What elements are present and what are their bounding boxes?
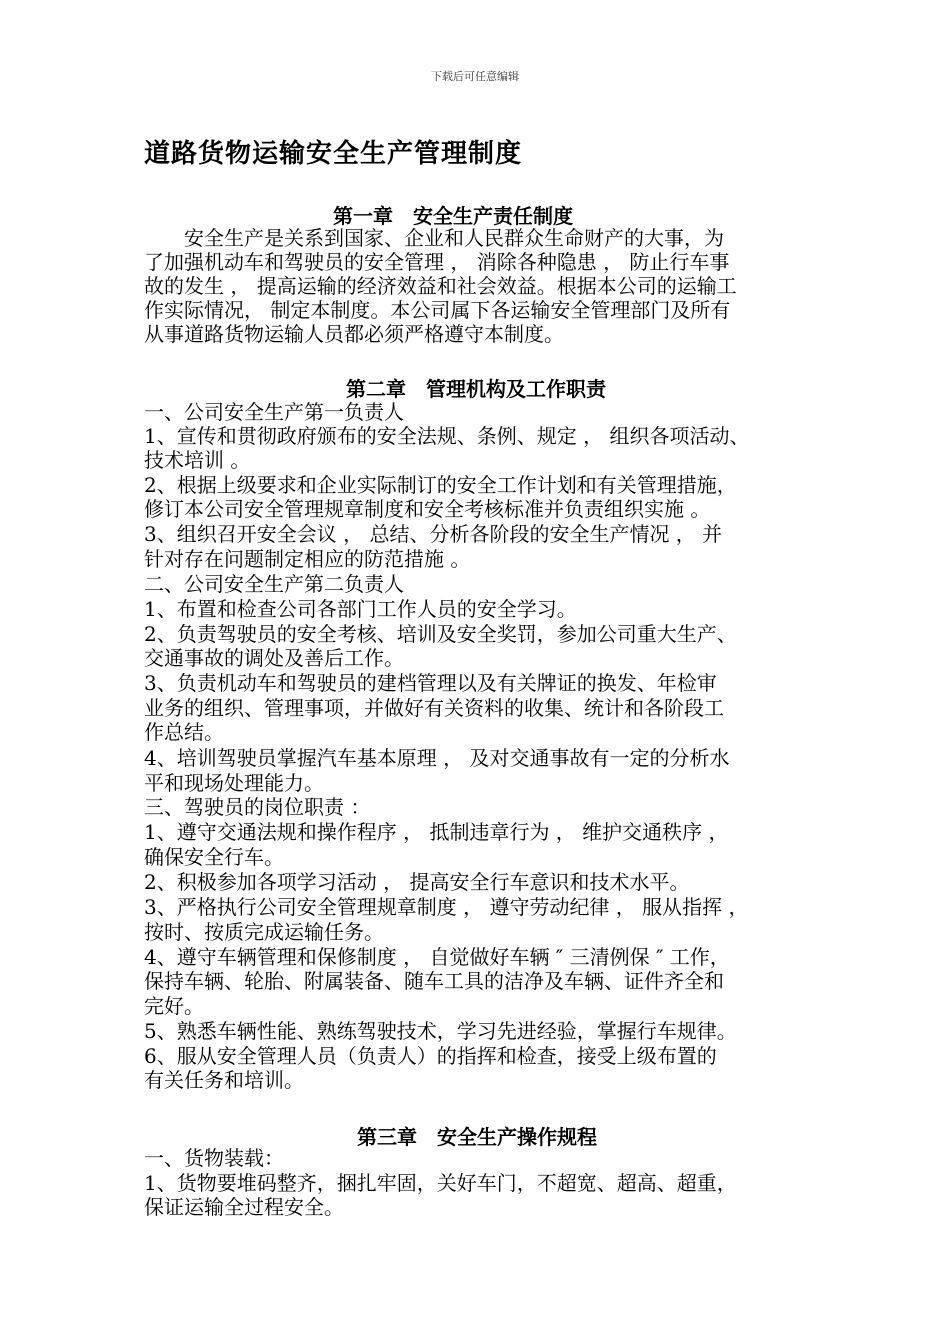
- list-item: 作总结。: [144, 720, 224, 744]
- section-heading: 一、货物装载：: [144, 1146, 284, 1170]
- list-item: 3、负责机动车和驾驶员的建档管理以及有关牌证的换发、年检审: [144, 671, 717, 695]
- list-item: 保证运输全过程安全。: [144, 1195, 344, 1219]
- list-item: 1、遵守交通法规和操作程序 ， 抵制违章行为 ， 维护交通秩序 ，: [144, 820, 729, 844]
- list-item: 针对存在问题制定相应的防范措施 。: [144, 547, 471, 571]
- paragraph-line: 故的发生 ， 提高运输的经济效益和社会效益。根据本公司的运输工: [144, 274, 737, 298]
- list-item: 1、货物要堆码整齐，捆扎牢固，关好车门，不超宽、超高、超重，: [144, 1171, 737, 1195]
- section-heading: 一、公司安全生产第一负责人: [144, 400, 404, 424]
- list-item: 3、严格执行公司安全管理规章制度 ， 遵守劳动纪律 ， 服从指挥 ，: [144, 895, 749, 919]
- list-item: 确保安全行车。: [144, 845, 284, 869]
- list-item: 技术培训 。: [144, 448, 251, 472]
- list-item: 保持车辆、轮胎、附属装备、随车工具的洁净及车辆、证件齐全和: [144, 969, 724, 993]
- chapter-2-heading: 第二章 管理机构及工作职责: [346, 377, 606, 401]
- list-item: 4、培训驾驶员掌握汽车基本原理 ， 及对交通事故有一定的分析水: [144, 746, 730, 770]
- section-heading: 二、公司安全生产第二负责人: [144, 572, 404, 596]
- list-item: 完好。: [144, 994, 204, 1018]
- list-item: 5、熟悉车辆性能、熟练驾驶技术，学习先进经验，掌握行车规律。: [144, 1019, 737, 1043]
- list-item: 3、组织召开安全会议 ， 总结、分析各阶段的安全生产情况 ， 并: [144, 522, 723, 546]
- paragraph-line: 从事道路货物运输人员都必须严格遵守本制度。: [144, 322, 564, 346]
- chapter-1-heading: 第一章 安全生产责任制度: [333, 204, 573, 228]
- document-title: 道路货物运输安全生产管理制度: [144, 139, 523, 169]
- list-item: 修订本公司安全管理规章制度和安全考核标准并负责组织实施 。: [144, 497, 711, 521]
- list-item: 平和现场处理能力。: [144, 771, 324, 795]
- list-item: 交通事故的调处及善后工作。: [144, 646, 404, 670]
- list-item: 2、根据上级要求和企业实际制订的安全工作计划和有关管理措施，: [144, 473, 737, 497]
- list-item: 2、积极参加各项学习活动 ， 提高安全行车意识和技术水平。: [144, 870, 690, 894]
- list-item: 4、遵守车辆管理和保修制度 ， 自觉做好车辆 ″ 三清例保 ″ 工作，: [144, 945, 730, 969]
- list-item: 1、宣传和贯彻政府颁布的安全法规、条例、规定 ， 组织各项活动、: [144, 424, 750, 448]
- list-item: 2、负责驾驶员的安全考核、培训及安全奖罚，参加公司重大生产、: [144, 622, 737, 646]
- header-note: 下载后可任意编辑: [431, 70, 519, 83]
- paragraph-line: 作实际情况， 制定本制度。本公司属下各运输安全管理部门及所有: [144, 298, 731, 322]
- list-item: 按时、按质完成运输任务。: [144, 920, 384, 944]
- paragraph-line: 安全生产是关系到国家、企业和人民群众生命财产的大事，为: [144, 226, 724, 250]
- list-item: 1、布置和检查公司各部门工作人员的安全学习。: [144, 597, 577, 621]
- chapter-3-heading: 第三章 安全生产操作规程: [357, 1125, 597, 1149]
- list-item: 业务的组织、管理事项，并做好有关资料的收集、统计和各阶段工: [144, 696, 724, 720]
- list-item: 有关任务和培训。: [144, 1068, 304, 1092]
- list-item: 6、服从安全管理人员（负责人）的指挥和检查，接受上级布置的: [144, 1044, 717, 1068]
- section-heading: 三、驾驶员的岗位职责 ：: [144, 795, 371, 819]
- paragraph-line: 了加强机动车和驾驶员的安全管理 ， 消除各种隐患 ， 防止行车事: [144, 250, 730, 274]
